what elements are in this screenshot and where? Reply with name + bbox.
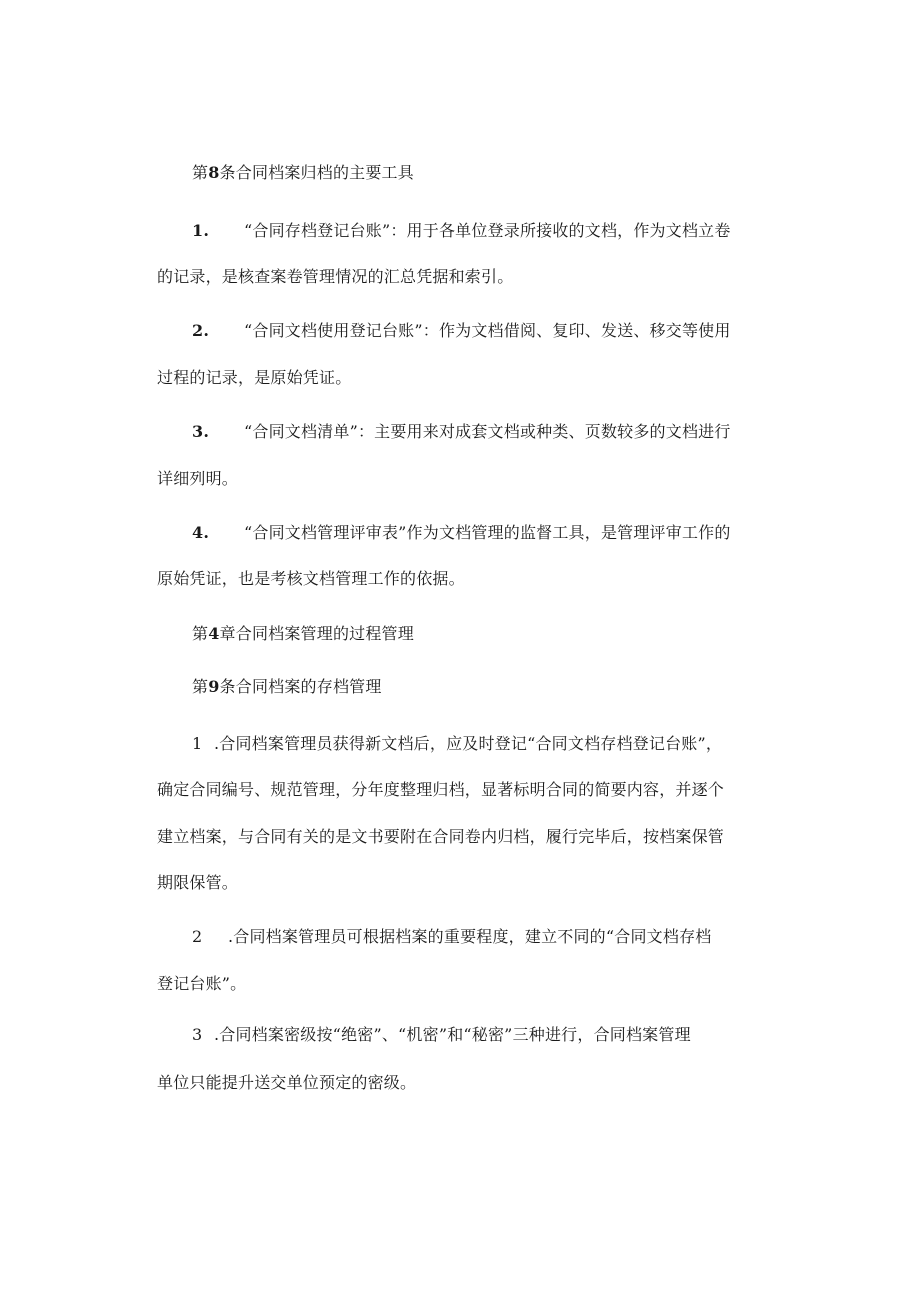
article-9-item-1-line-3 — [157, 827, 724, 847]
item-text: 原始凭证，也是考核文档管理工作的依据。 — [157, 569, 465, 588]
item-number: 3 — [192, 1025, 203, 1044]
article-8-item-2-line-1 — [192, 321, 731, 341]
article-8-item-4-line-2 — [157, 569, 465, 589]
heading-text: 条合同档案的存档管理 — [219, 677, 382, 696]
item-text: 单位只能提升送交单位预定的密级。 — [157, 1073, 417, 1092]
article-9-item-1-line-2 — [157, 780, 724, 800]
chapter-4-heading — [192, 624, 414, 644]
item-text: “合同文档管理评审表”作为文档管理的监督工具，是管理评审工作的 — [244, 523, 731, 542]
article-9-item-1-line-4 — [157, 873, 238, 893]
article-9-item-3-line-2 — [157, 1073, 416, 1093]
item-text: 建立档案，与合同有关的是文书要附在合同卷内归档，履行完毕后，按档案保管 — [157, 827, 725, 846]
article-9-item-2-line-2 — [157, 974, 246, 994]
heading-number: 8 — [208, 163, 220, 182]
item-text: .合同档案管理员可根据档案的重要程度，建立不同的“合同文档存档 — [228, 927, 712, 946]
item-number: 1 — [192, 734, 203, 753]
item-text: “合同存档登记台账”：用于各单位登录所接收的文档，作为文档立卷 — [244, 221, 731, 240]
item-text: 确定合同编号、规范管理，分年度整理归档，显著标明合同的简要内容，并逐个 — [157, 780, 725, 799]
heading-prefix: 第 — [192, 677, 209, 696]
heading-text: 条合同档案归档的主要工具 — [219, 163, 414, 182]
item-text: 期限保管。 — [157, 873, 239, 892]
item-text: “合同文档使用登记台账”：作为文档借阅、复印、发送、移交等使用 — [244, 321, 731, 340]
chapter-number: 4 — [208, 624, 220, 643]
item-number: 1. — [192, 221, 210, 240]
chapter-prefix: 第 — [192, 624, 209, 643]
item-text: 的记录，是核查案卷管理情况的汇总凭据和索引。 — [157, 267, 514, 286]
item-text: “合同文档清单”：主要用来对成套文档或种类、页数较多的文档进行 — [244, 422, 731, 441]
item-number: 3. — [192, 422, 210, 441]
article-8-item-3-line-2 — [157, 469, 238, 489]
item-text: 详细列明。 — [157, 469, 239, 488]
article-9-item-2-line-1 — [192, 927, 711, 947]
article-9-item-1-line-1 — [192, 734, 722, 754]
item-number: 4. — [192, 523, 210, 542]
article-8-item-4-line-1 — [192, 523, 731, 543]
article-8-heading — [192, 163, 414, 183]
article-8-item-1-line-1 — [192, 221, 731, 241]
item-text: 登记台账”。 — [157, 974, 247, 993]
article-9-heading — [192, 677, 382, 697]
item-number: 2 — [192, 927, 203, 946]
heading-number: 9 — [208, 677, 220, 696]
article-9-item-3-line-1 — [192, 1025, 691, 1045]
heading-prefix: 第 — [192, 163, 209, 182]
article-8-item-1-line-2 — [157, 267, 513, 287]
item-text: .合同档案密级按“绝密”、“机密”和“秘密”三种进行，合同档案管理 — [214, 1025, 691, 1044]
item-text: .合同档案管理员获得新文档后，应及时登记“合同文档存档登记台账”， — [214, 734, 723, 753]
article-8-item-3-line-1 — [192, 422, 731, 442]
chapter-text: 章合同档案管理的过程管理 — [219, 624, 414, 643]
item-number: 2. — [192, 321, 210, 340]
article-8-item-2-line-2 — [157, 368, 351, 388]
item-text: 过程的记录，是原始凭证。 — [157, 368, 352, 387]
